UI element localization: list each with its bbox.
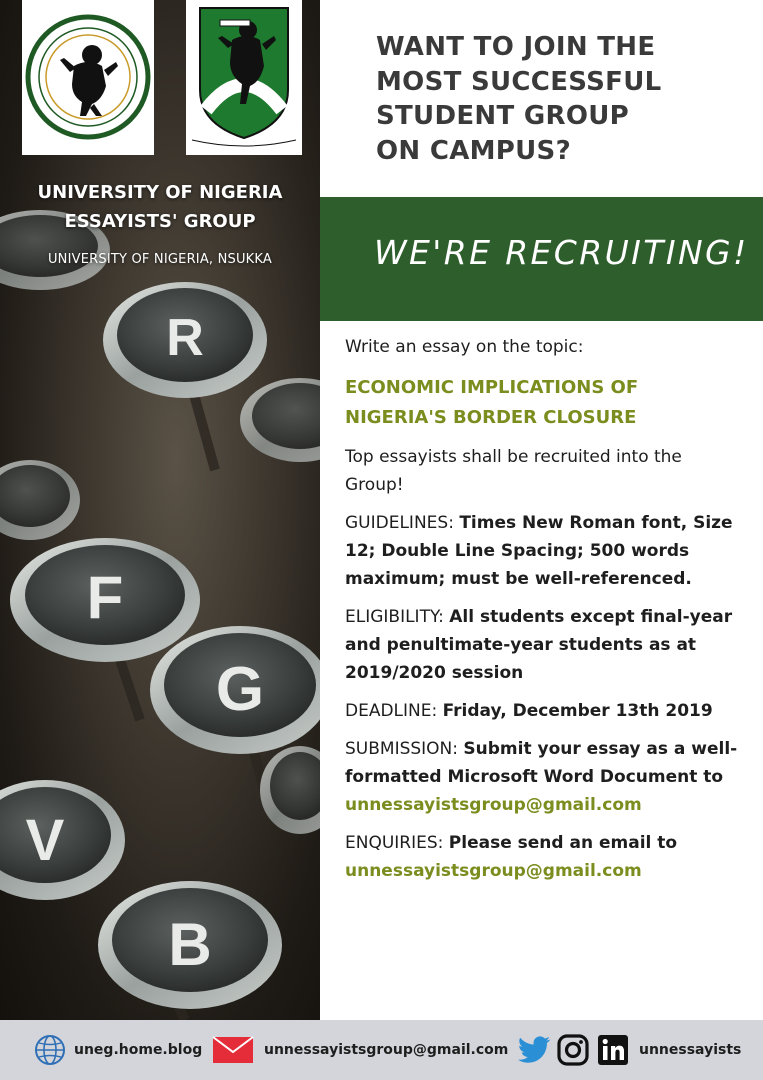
- topic-line1: ECONOMIC IMPLICATIONS OF: [345, 377, 639, 398]
- eligibility-value: All students except final-year and penultimate-year students as at 2019/2020 session: [345, 607, 733, 683]
- deadline: [345, 697, 740, 725]
- website-text: uneg.home.blog: [74, 1042, 203, 1058]
- org-name-line2: ESSAYISTS' GROUP: [64, 211, 256, 232]
- enquiries: [345, 829, 740, 885]
- university-name: UNIVERSITY OF NIGERIA, NSUKKA: [47, 252, 273, 267]
- footer-website[interactable]: [34, 1020, 202, 1080]
- recruiting-text: WE'RE RECRUITING!: [374, 233, 749, 272]
- svg-text:V: V: [25, 808, 65, 873]
- linkedin-icon: [597, 1034, 629, 1066]
- guidelines-label: GUIDELINES:: [345, 513, 460, 533]
- email-text: unnessayistsgroup@gmail.com: [264, 1042, 509, 1058]
- eligibility: [345, 603, 740, 687]
- enquiries-value: Please send an email to: [448, 833, 678, 853]
- headline-line3: STUDENT GROUP: [376, 101, 629, 131]
- recruit-note: Top essayists shall be recruited into the Group!: [345, 447, 682, 495]
- headline-line4: ON CAMPUS?: [376, 135, 571, 166]
- headline-line1: WANT TO JOIN THE: [376, 32, 656, 62]
- submission-label: SUBMISSION:: [345, 739, 464, 759]
- org-name-line1: UNIVERSITY OF NIGERIA: [37, 182, 283, 203]
- unn-crest-icon: [186, 0, 302, 155]
- headline-line2: MOST SUCCESSFUL: [376, 66, 662, 97]
- eligibility-label: ELIGIBILITY:: [345, 607, 450, 627]
- svg-text:B: B: [168, 911, 212, 978]
- headline: [376, 30, 746, 168]
- essay-topic: [345, 373, 740, 433]
- footer-social[interactable]: [517, 1020, 741, 1080]
- instagram-icon: [557, 1034, 589, 1066]
- footer-email[interactable]: [212, 1020, 508, 1080]
- unn-crest-logo: [186, 0, 302, 155]
- enquiries-email-link[interactable]: unnessayistsgroup@gmail.com: [345, 861, 642, 881]
- social-handle-text: unnessayists: [639, 1042, 742, 1058]
- topic-intro: Write an essay on the topic:: [345, 337, 584, 357]
- guidelines-value: Times New Roman font, Size 12; Double Line Spacing; 500 words maximum; must be well-referenced.: [345, 513, 733, 589]
- guidelines: [345, 509, 740, 593]
- submission-email-link[interactable]: unnessayistsgroup@gmail.com: [345, 795, 642, 815]
- mail-icon: [212, 1036, 254, 1064]
- details-section: [345, 333, 740, 885]
- twitter-icon: [517, 1036, 551, 1064]
- submission-value: Submit your essay as a well-formatted Microsoft Word Document to: [345, 739, 738, 787]
- recruiting-banner: [320, 197, 763, 321]
- svg-text:G: G: [215, 655, 265, 724]
- footer-bar: [0, 1020, 763, 1080]
- enquiries-label: ENQUIRIES:: [345, 833, 449, 853]
- topic-line2: NIGERIA'S BORDER CLOSURE: [345, 407, 637, 428]
- essayists-seal-icon: [22, 0, 154, 155]
- organization-block: [0, 178, 320, 267]
- deadline-label: DEADLINE:: [345, 701, 443, 721]
- globe-icon: [34, 1034, 66, 1066]
- svg-text:R: R: [166, 309, 204, 367]
- typewriter-photo-panel: [0, 0, 320, 1020]
- deadline-value: Friday, December 13th 2019: [442, 701, 713, 721]
- svg-text:F: F: [86, 564, 124, 631]
- submission: [345, 735, 740, 819]
- essayists-group-logo: [22, 0, 154, 155]
